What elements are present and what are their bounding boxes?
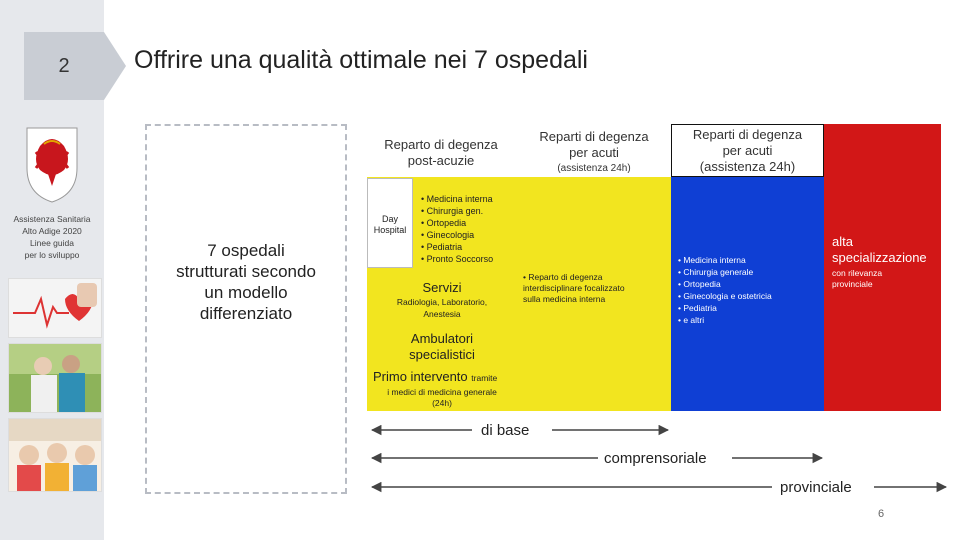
high-spec-sub-line: provinciale [832, 279, 873, 289]
post-acute-label-line: post-acuzie [407, 153, 475, 168]
list-item: • Pediatria [421, 242, 463, 252]
slide-number-arrow [104, 32, 126, 100]
primo-intervento-detail-line: i medici di medicina generale [387, 387, 497, 397]
acute-care-24h-label-line: per acuti [722, 143, 773, 158]
elderly-care-photo [8, 343, 102, 413]
servizi-list-line: Radiologia, Laboratorio, [396, 297, 488, 307]
ambulatori-label-line: specialistici [409, 347, 475, 362]
list-item: • e altri [678, 315, 705, 325]
acute-care-label-sub: (assistenza 24h) [557, 163, 631, 174]
hospitals-caption [147, 240, 345, 324]
post-acute-label [372, 137, 510, 169]
acute-care-label [517, 129, 671, 177]
servizi-list-line: Anestesia [423, 309, 461, 319]
primo-intervento-suffix: tramite [471, 373, 498, 383]
scope-label-provincial: provinciale [780, 479, 852, 496]
high-spec-label-line: specializzazione [832, 250, 927, 265]
scope-label-regional: comprensoriale [604, 450, 707, 467]
day-hospital-label-line: Hospital [373, 225, 407, 235]
list-item: • Medicina interna [678, 255, 746, 265]
sidebar-caption [4, 213, 100, 261]
day-hospital-label-line: Day [381, 214, 398, 224]
list-item: sulla medicina interna [523, 294, 606, 304]
list-item: • Chirurgia generale [678, 267, 754, 277]
hospitals-caption-line: differenziato [199, 304, 293, 323]
children-photo [8, 418, 102, 492]
day-hospital-label [367, 214, 413, 236]
primo-intervento-detail-line: (24h) [432, 398, 452, 408]
primo-intervento-detail [367, 387, 517, 409]
high-spec-sub [832, 268, 882, 290]
base-departments-list [421, 193, 493, 265]
sidebar-caption-line: Assistenza Sanitaria [13, 214, 91, 224]
heartbeat-photo [8, 278, 102, 338]
post-acute-label-line: Reparto di degenza [384, 137, 498, 152]
acute-care-24h-label-line: (assistenza 24h) [699, 159, 796, 174]
hospitals-caption-line: 7 ospedali [207, 241, 285, 260]
sidebar-caption-line: Alto Adige 2020 [22, 226, 82, 236]
primo-intervento-label [373, 369, 497, 384]
list-item: • Medicina interna [421, 194, 493, 204]
high-spec-label [832, 234, 927, 266]
acute-care-24h-label [671, 127, 824, 175]
coat-of-arms-logo [22, 124, 82, 204]
sidebar-caption-line: per lo sviluppo [24, 250, 80, 260]
primo-intervento-title: Primo intervento [373, 369, 468, 384]
servizi-list [367, 296, 517, 320]
list-item: • Ginecologia [421, 230, 475, 240]
scope-label-base: di base [481, 422, 530, 439]
acute-care-label-line: per acuti [569, 145, 619, 160]
high-spec-label-line: alta [832, 234, 853, 249]
list-item: interdisciplinare focalizzato [523, 283, 625, 293]
slide-title: Offrire una qualità ottimale nei 7 ospedali [134, 46, 588, 74]
acute-care-24h-label-line: Reparti di degenza [692, 127, 803, 142]
servizi-label: Servizi [422, 280, 462, 295]
list-item: • Ortopedia [678, 279, 721, 289]
sidebar-caption-line: Linee guida [30, 238, 74, 248]
hospitals-caption-line: strutturati secondo [176, 262, 316, 281]
list-item: • Pediatria [678, 303, 717, 313]
ambulatori-label [367, 331, 517, 363]
list-item: • Pronto Soccorso [421, 254, 494, 264]
ambulatori-label-line: Ambulatori [410, 331, 474, 346]
list-item: • Chirurgia gen. [421, 206, 484, 216]
acute-care-label-line: Reparti di degenza [539, 129, 649, 144]
acute-departments-list [678, 254, 772, 326]
interdisciplinary-list [523, 272, 625, 305]
list-item: • Reparto di degenza [523, 272, 603, 282]
hospitals-caption-line: un modello [204, 283, 288, 302]
list-item: • Ortopedia [421, 218, 467, 228]
high-spec-sub-line: con rilevanza [832, 268, 883, 278]
slide-number: 2 [58, 55, 70, 77]
page-number: 6 [878, 508, 885, 520]
list-item: • Ginecologia e ostetricia [678, 291, 772, 301]
